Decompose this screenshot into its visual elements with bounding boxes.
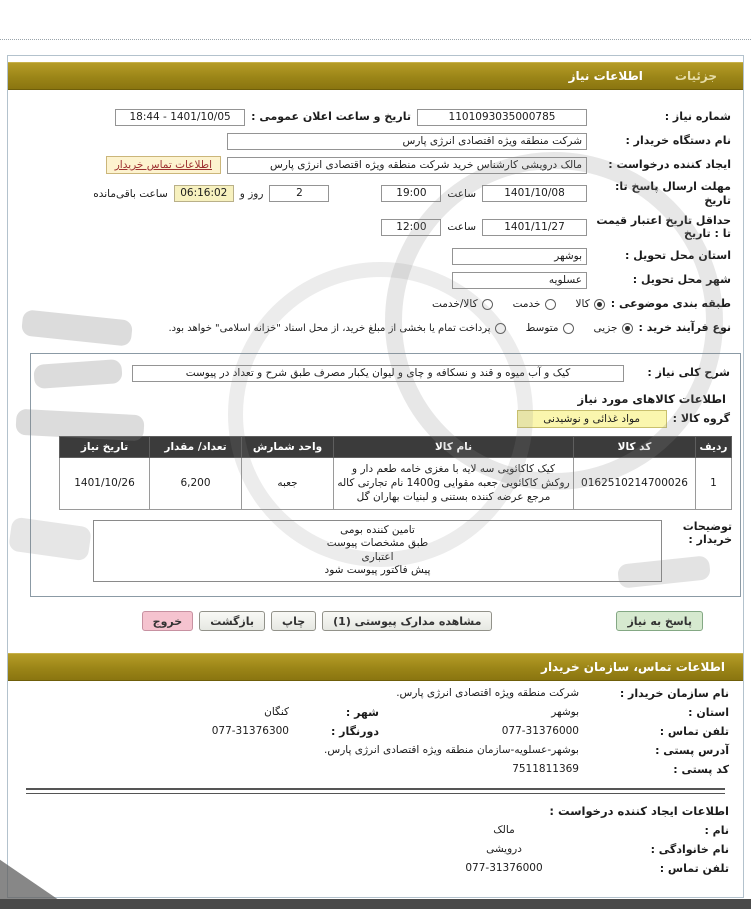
org-address-value: بوشهر-عسلویه-سازمان منطقه ویژه اقتصادی انرژی پارس. (324, 744, 579, 757)
deadline-time-field[interactable]: 19:00 (381, 185, 441, 202)
need-number-label: شماره نیاز : (664, 110, 731, 124)
treasury-option[interactable] (168, 323, 505, 334)
radio-icon[interactable] (622, 323, 633, 334)
org-postal-value: 7511811369 (512, 763, 579, 776)
note-line: پیش فاکتور پیوست شود (324, 564, 431, 577)
request-creator-row (20, 156, 731, 174)
delivery-province-row (20, 247, 731, 265)
validity-date-field[interactable]: 1401/11/27 (482, 219, 587, 236)
need-form (8, 90, 743, 345)
goods-table-header-row (60, 437, 732, 458)
process-option-petty[interactable] (594, 322, 633, 334)
goods-info-heading: اطلاعات کالاهای مورد نیاز (577, 392, 726, 406)
col-unit: واحد شمارش (242, 437, 334, 458)
buyer-device-field[interactable]: شرکت منطقه ویژه اقتصادی انرژی پارس (227, 133, 587, 150)
org-contact-header-bar (8, 653, 743, 681)
bottom-bar (0, 899, 751, 909)
class-option-goods[interactable] (576, 298, 605, 310)
creator-name-row (22, 824, 729, 837)
delivery-city-label: شهر محل تحویل : (632, 273, 731, 287)
action-buttons (8, 611, 703, 631)
buyer-device-label: نام دستگاه خریدار : (625, 134, 731, 148)
cell-item-name: کیک کاکائویی سه لایه با مغزی خامه طعم دار و روکش کاکائویی جعبه مقوایی 1400g نام تجارتی کاله مرجع عرضه کننده بستنی و لبنیات بهاران گل (334, 458, 574, 510)
classification-row (20, 295, 731, 313)
tab-details[interactable]: جزئیات (674, 69, 717, 83)
org-address-label: آدرس پستی : (655, 744, 729, 758)
org-province-value: بوشهر (551, 706, 579, 719)
radio-icon[interactable] (482, 299, 493, 310)
radio-icon[interactable] (563, 323, 574, 334)
org-phone-row (22, 725, 729, 738)
goods-table (59, 436, 732, 510)
process-type-row (20, 319, 731, 337)
class-option-goods-label: کالا (575, 298, 590, 310)
price-validity-row (20, 214, 731, 242)
goods-group-row (41, 410, 730, 428)
creator-phone-value: 077-31376000 (465, 862, 543, 875)
need-number-field[interactable]: 1101093035000785 (417, 109, 587, 126)
classification-label: طبقه بندی موضوعی : (610, 297, 731, 311)
announce-field[interactable]: 1401/10/05 - 18:44 (115, 109, 245, 126)
creator-info-heading: اطلاعات ایجاد کننده درخواست : (549, 804, 729, 819)
section-divider (26, 788, 725, 790)
creator-phone-label: تلفن تماس : (659, 862, 729, 876)
cell-quantity: 6,200 (150, 458, 242, 510)
org-city-value: کنگان (264, 706, 289, 719)
respond-to-need-button[interactable]: پاسخ به نیاز (616, 611, 703, 631)
goods-group-value: مواد غذائی و نوشیدنی (517, 410, 667, 428)
remaining-word: ساعت باقی‌مانده (93, 187, 168, 200)
validity-hour-word: ساعت (447, 221, 476, 234)
creator-family-value: درویشی (486, 843, 522, 856)
cell-item-code: 0162510214700026 (574, 458, 696, 510)
class-option-goods-service-label: کالا/خدمت (431, 298, 478, 310)
class-option-service[interactable] (513, 298, 556, 310)
org-phone-label: تلفن تماس : (659, 725, 729, 739)
col-quantity: تعداد/ مقدار (150, 437, 242, 458)
org-name-value: شرکت منطقه ویژه اقتصادی انرژی پارس. (396, 687, 579, 700)
creator-family-row (22, 843, 729, 856)
class-option-service-label: خدمت (512, 298, 541, 310)
note-line: اعتباری (361, 550, 394, 563)
col-item-name: نام کالا (334, 437, 574, 458)
org-contact-heading: اطلاعات تماس، سازمان خریدار (541, 660, 725, 675)
deadline-label: مهلت ارسال پاسخ تا: تاریخ (615, 180, 731, 207)
back-button[interactable]: بازگشت (199, 611, 265, 631)
process-option-petty-label: جزیی (593, 322, 618, 334)
validity-time-field[interactable]: 12:00 (381, 219, 441, 236)
need-detail-section (30, 353, 741, 597)
page-container (7, 55, 744, 898)
org-phone-value: 077-31376000 (501, 725, 579, 738)
note-line: طبق مشخصات پیوست (326, 537, 429, 550)
class-option-goods-service[interactable] (432, 298, 493, 310)
treasury-note: پرداخت تمام یا بخشی از مبلغ خرید، از محل اسناد "خزانه اسلامی" خواهد بود. (168, 322, 491, 334)
col-need-date: تاریخ نیاز (60, 437, 150, 458)
org-fax-value: 077-31376300 (211, 725, 289, 738)
buyer-contact-button[interactable]: اطلاعات تماس خریدار (106, 156, 221, 174)
delivery-province-label: استان محل تحویل : (625, 249, 731, 263)
need-number-row (20, 108, 731, 126)
view-attachments-button[interactable]: مشاهده مدارک پیوستی (1) (322, 611, 492, 631)
org-location-row (22, 706, 729, 719)
request-creator-label: ایجاد کننده درخواست : (608, 158, 731, 172)
buyer-notes-box (93, 520, 662, 583)
col-row-index: ردیف (696, 437, 732, 458)
org-name-label: نام سازمان خریدار : (619, 687, 729, 701)
org-name-row (22, 687, 729, 700)
creator-family-label: نام خانوادگی : (650, 843, 729, 857)
need-description-field[interactable]: کیک و آب میوه و قند و نسکافه و چای و لیوان یکبار مصرف طبق شرح و تعداد در پیوست (132, 365, 624, 382)
goods-group-label: گروه کالا : (672, 412, 730, 426)
cell-need-date: 1401/10/26 (60, 458, 150, 510)
remaining-days-field[interactable]: 2 (269, 185, 329, 202)
need-description-label: شرح کلی نیاز : (647, 366, 730, 380)
delivery-city-field[interactable]: عسلویه (452, 272, 587, 289)
header-tab-bar (8, 62, 743, 90)
price-validity-label: حداقل تاریخ اعتبار قیمت تا : تاریخ (596, 213, 731, 241)
remaining-time-field: 06:16:02 (174, 185, 234, 202)
print-button[interactable]: چاپ (271, 611, 316, 631)
org-address-row (22, 744, 729, 757)
cell-row-index: 1 (696, 458, 732, 510)
deadline-row (20, 180, 731, 208)
radio-icon[interactable] (545, 299, 556, 310)
exit-button[interactable]: خروج (142, 611, 194, 631)
deadline-date-field[interactable]: 1401/10/08 (482, 185, 587, 202)
top-divider (0, 0, 751, 40)
org-province-label: استان : (688, 706, 729, 720)
process-option-medium-label: متوسط (525, 322, 559, 334)
section-divider (26, 793, 725, 794)
announce-label: تاریخ و ساعت اعلان عمومی : (251, 110, 411, 124)
tab-need-info[interactable]: اطلاعات نیاز (568, 69, 643, 83)
buyer-notes-row (93, 520, 732, 583)
process-option-medium[interactable] (526, 322, 574, 334)
org-postal-row (22, 763, 729, 776)
days-word: روز و (239, 187, 264, 200)
need-description-row (41, 364, 730, 382)
radio-icon[interactable] (594, 299, 605, 310)
col-item-code: کد کالا (574, 437, 696, 458)
process-type-label: نوع فرآیند خرید : (638, 321, 731, 335)
creator-name-label: نام : (704, 824, 729, 838)
creator-name-value: مالک (493, 824, 515, 837)
org-city-label: شهر : (345, 706, 379, 720)
buyer-device-row (20, 132, 731, 150)
creator-phone-row (22, 862, 729, 875)
request-creator-field[interactable]: مالک درویشی کارشناس خرید شرکت منطقه ویژه اقتصادی انرژی پارس (227, 157, 587, 174)
delivery-province-field[interactable]: بوشهر (452, 248, 587, 265)
table-row (60, 458, 732, 510)
buyer-notes-label: توضیحات خریدار : (682, 519, 732, 547)
radio-icon[interactable] (495, 323, 506, 334)
note-line: تامین کننده بومی (340, 523, 415, 536)
org-fax-label: دورنگار : (330, 725, 379, 739)
delivery-city-row (20, 271, 731, 289)
cell-unit: جعبه (242, 458, 334, 510)
deadline-hour-word: ساعت (447, 187, 476, 200)
org-postal-label: کد پستی : (673, 763, 729, 777)
